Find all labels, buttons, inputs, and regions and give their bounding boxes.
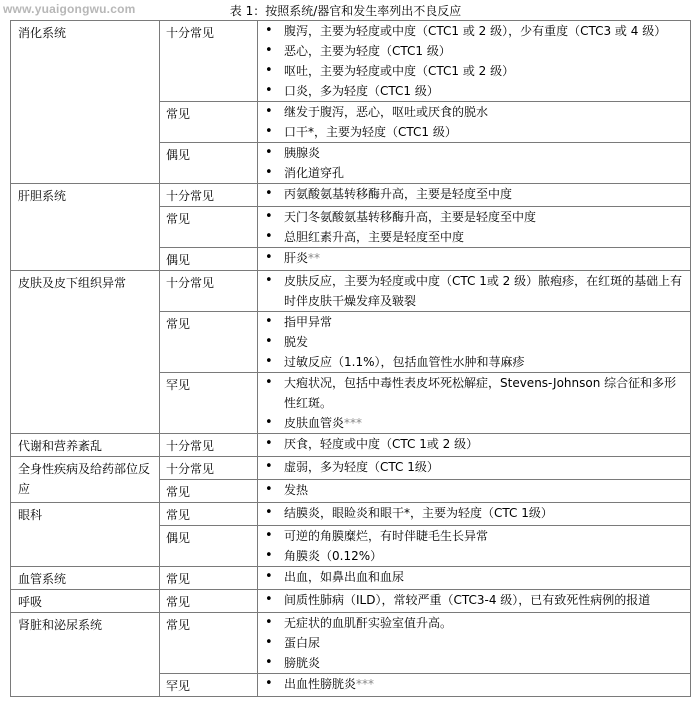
reaction-item: • 胰腺炎 [258, 143, 690, 163]
reaction-text: 出血性膀胱炎 [284, 677, 357, 691]
reaction-item: • 角膜炎（0.12%） [258, 546, 690, 566]
reaction-item: • 发热 [258, 480, 690, 500]
reaction-cell [258, 312, 691, 373]
frequency-cell: 十分常见 [160, 434, 258, 457]
reaction-cell [258, 143, 691, 184]
table-row [11, 590, 691, 613]
table-row [11, 434, 691, 457]
frequency-cell: 偶见 [160, 143, 258, 184]
footnote-mark: *** [344, 416, 363, 430]
frequency-cell: 常见 [160, 503, 258, 526]
reaction-item: • 口炎，多为轻度（CTC1 级） [258, 81, 690, 101]
reaction-cell [258, 590, 691, 613]
system-cell: 代谢和营养紊乱 [11, 434, 160, 457]
reaction-item: • 可逆的角膜糜烂，有时伴睫毛生长异常 [258, 526, 690, 546]
system-cell: 全身性疾病及给药部位反应 [11, 457, 160, 503]
reaction-item: • 间质性肺病（ILD），常较严重（CTC3-4 级），已有致死性病例的报道 [258, 590, 690, 610]
reaction-item: • 口干*，主要为轻度（CTC1 级） [258, 122, 690, 142]
reaction-item: • 厌食，轻度或中度（CTC 1或 2 级） [258, 434, 690, 454]
table-caption: 表 1：按照系统/器官和发生率列出不良反应 [229, 4, 462, 18]
reaction-item: • 指甲异常 [258, 312, 690, 332]
reaction-cell [258, 434, 691, 457]
reaction-text: 皮肤血管炎 [284, 416, 345, 430]
table-row [11, 457, 691, 480]
table-row [11, 184, 691, 207]
reaction-cell [258, 248, 691, 271]
frequency-cell: 罕见 [160, 373, 258, 434]
reaction-cell [258, 457, 691, 480]
footnote-mark: *** [356, 677, 375, 691]
system-cell: 消化系统 [11, 21, 160, 184]
reaction-cell [258, 373, 691, 434]
table-row [11, 567, 691, 590]
reaction-item: • 腹泻，主要为轻度或中度（CTC1 或 2 级），少有重度（CTC3 或 4 级） [258, 21, 690, 41]
frequency-cell: 偶见 [160, 526, 258, 567]
frequency-cell: 偶见 [160, 248, 258, 271]
frequency-cell: 十分常见 [160, 184, 258, 207]
system-cell: 呼吸 [11, 590, 160, 613]
frequency-cell: 常见 [160, 207, 258, 248]
table-row [11, 271, 691, 312]
table-row [11, 21, 691, 102]
adverse-reactions-table [10, 20, 691, 697]
reaction-cell [258, 567, 691, 590]
reaction-item: • 丙氨酸氨基转移酶升高，主要是轻度至中度 [258, 184, 690, 204]
reaction-item: • 无症状的血肌酐实验室值升高。 [258, 613, 690, 633]
reaction-item: • 消化道穿孔 [258, 163, 690, 183]
reaction-item: • 恶心，主要为轻度（CTC1 级） [258, 41, 690, 61]
reaction-cell [258, 184, 691, 207]
reaction-item: • 呕吐，主要为轻度或中度（CTC1 或 2 级） [258, 61, 690, 81]
reaction-item [258, 413, 690, 433]
frequency-cell: 常见 [160, 567, 258, 590]
footnote-mark: ** [308, 251, 321, 265]
reaction-item: • 膀胱炎 [258, 653, 690, 673]
reaction-item [258, 248, 690, 268]
table-row [11, 503, 691, 526]
reaction-item: • 总胆红素升高，主要是轻度至中度 [258, 227, 690, 247]
reaction-item: • 脱发 [258, 332, 690, 352]
frequency-cell: 十分常见 [160, 457, 258, 480]
table-row [11, 613, 691, 674]
reaction-item: • 皮肤反应，主要为轻度或中度（CTC 1或 2 级）脓疱疹，在红斑的基础上有时伴皮肤干燥发痒及皲裂 [258, 271, 690, 311]
reaction-item [258, 674, 690, 694]
frequency-cell: 十分常见 [160, 271, 258, 312]
reaction-cell [258, 21, 691, 102]
frequency-cell: 常见 [160, 102, 258, 143]
system-cell: 血管系统 [11, 567, 160, 590]
system-cell: 皮肤及皮下组织异常 [11, 271, 160, 434]
reaction-cell [258, 503, 691, 526]
reaction-cell [258, 674, 691, 697]
frequency-cell: 十分常见 [160, 21, 258, 102]
frequency-cell: 常见 [160, 613, 258, 674]
frequency-cell: 常见 [160, 312, 258, 373]
frequency-cell: 常见 [160, 590, 258, 613]
system-cell: 眼科 [11, 503, 160, 567]
reaction-cell [258, 526, 691, 567]
reaction-cell [258, 207, 691, 248]
reaction-cell [258, 613, 691, 674]
reaction-text: 肝炎 [284, 251, 309, 265]
reaction-cell [258, 102, 691, 143]
reaction-cell [258, 480, 691, 503]
reaction-item: • 天门冬氨酸氨基转移酶升高，主要是轻度至中度 [258, 207, 690, 227]
reaction-item: • 大疱状况，包括中毒性表皮坏死松解症，Stevens-Johnson 综合征和多形性红斑。 [258, 373, 690, 413]
watermark: www.yuaigongwu.com [3, 2, 136, 16]
reaction-item: • 过敏反应（1.1%），包括血管性水肿和荨麻疹 [258, 352, 690, 372]
reaction-item: • 虚弱，多为轻度（CTC 1级） [258, 457, 690, 477]
system-cell: 肝胆系统 [11, 184, 160, 271]
reaction-item: • 蛋白尿 [258, 633, 690, 653]
reaction-item: • 出血，如鼻出血和血尿 [258, 567, 690, 587]
reaction-cell [258, 271, 691, 312]
reaction-item: • 继发于腹泻，恶心，呕吐或厌食的脱水 [258, 102, 690, 122]
system-cell: 肾脏和泌尿系统 [11, 613, 160, 697]
frequency-cell: 罕见 [160, 674, 258, 697]
frequency-cell: 常见 [160, 480, 258, 503]
reaction-item: • 结膜炎，眼睑炎和眼干*，主要为轻度（CTC 1级） [258, 503, 690, 523]
